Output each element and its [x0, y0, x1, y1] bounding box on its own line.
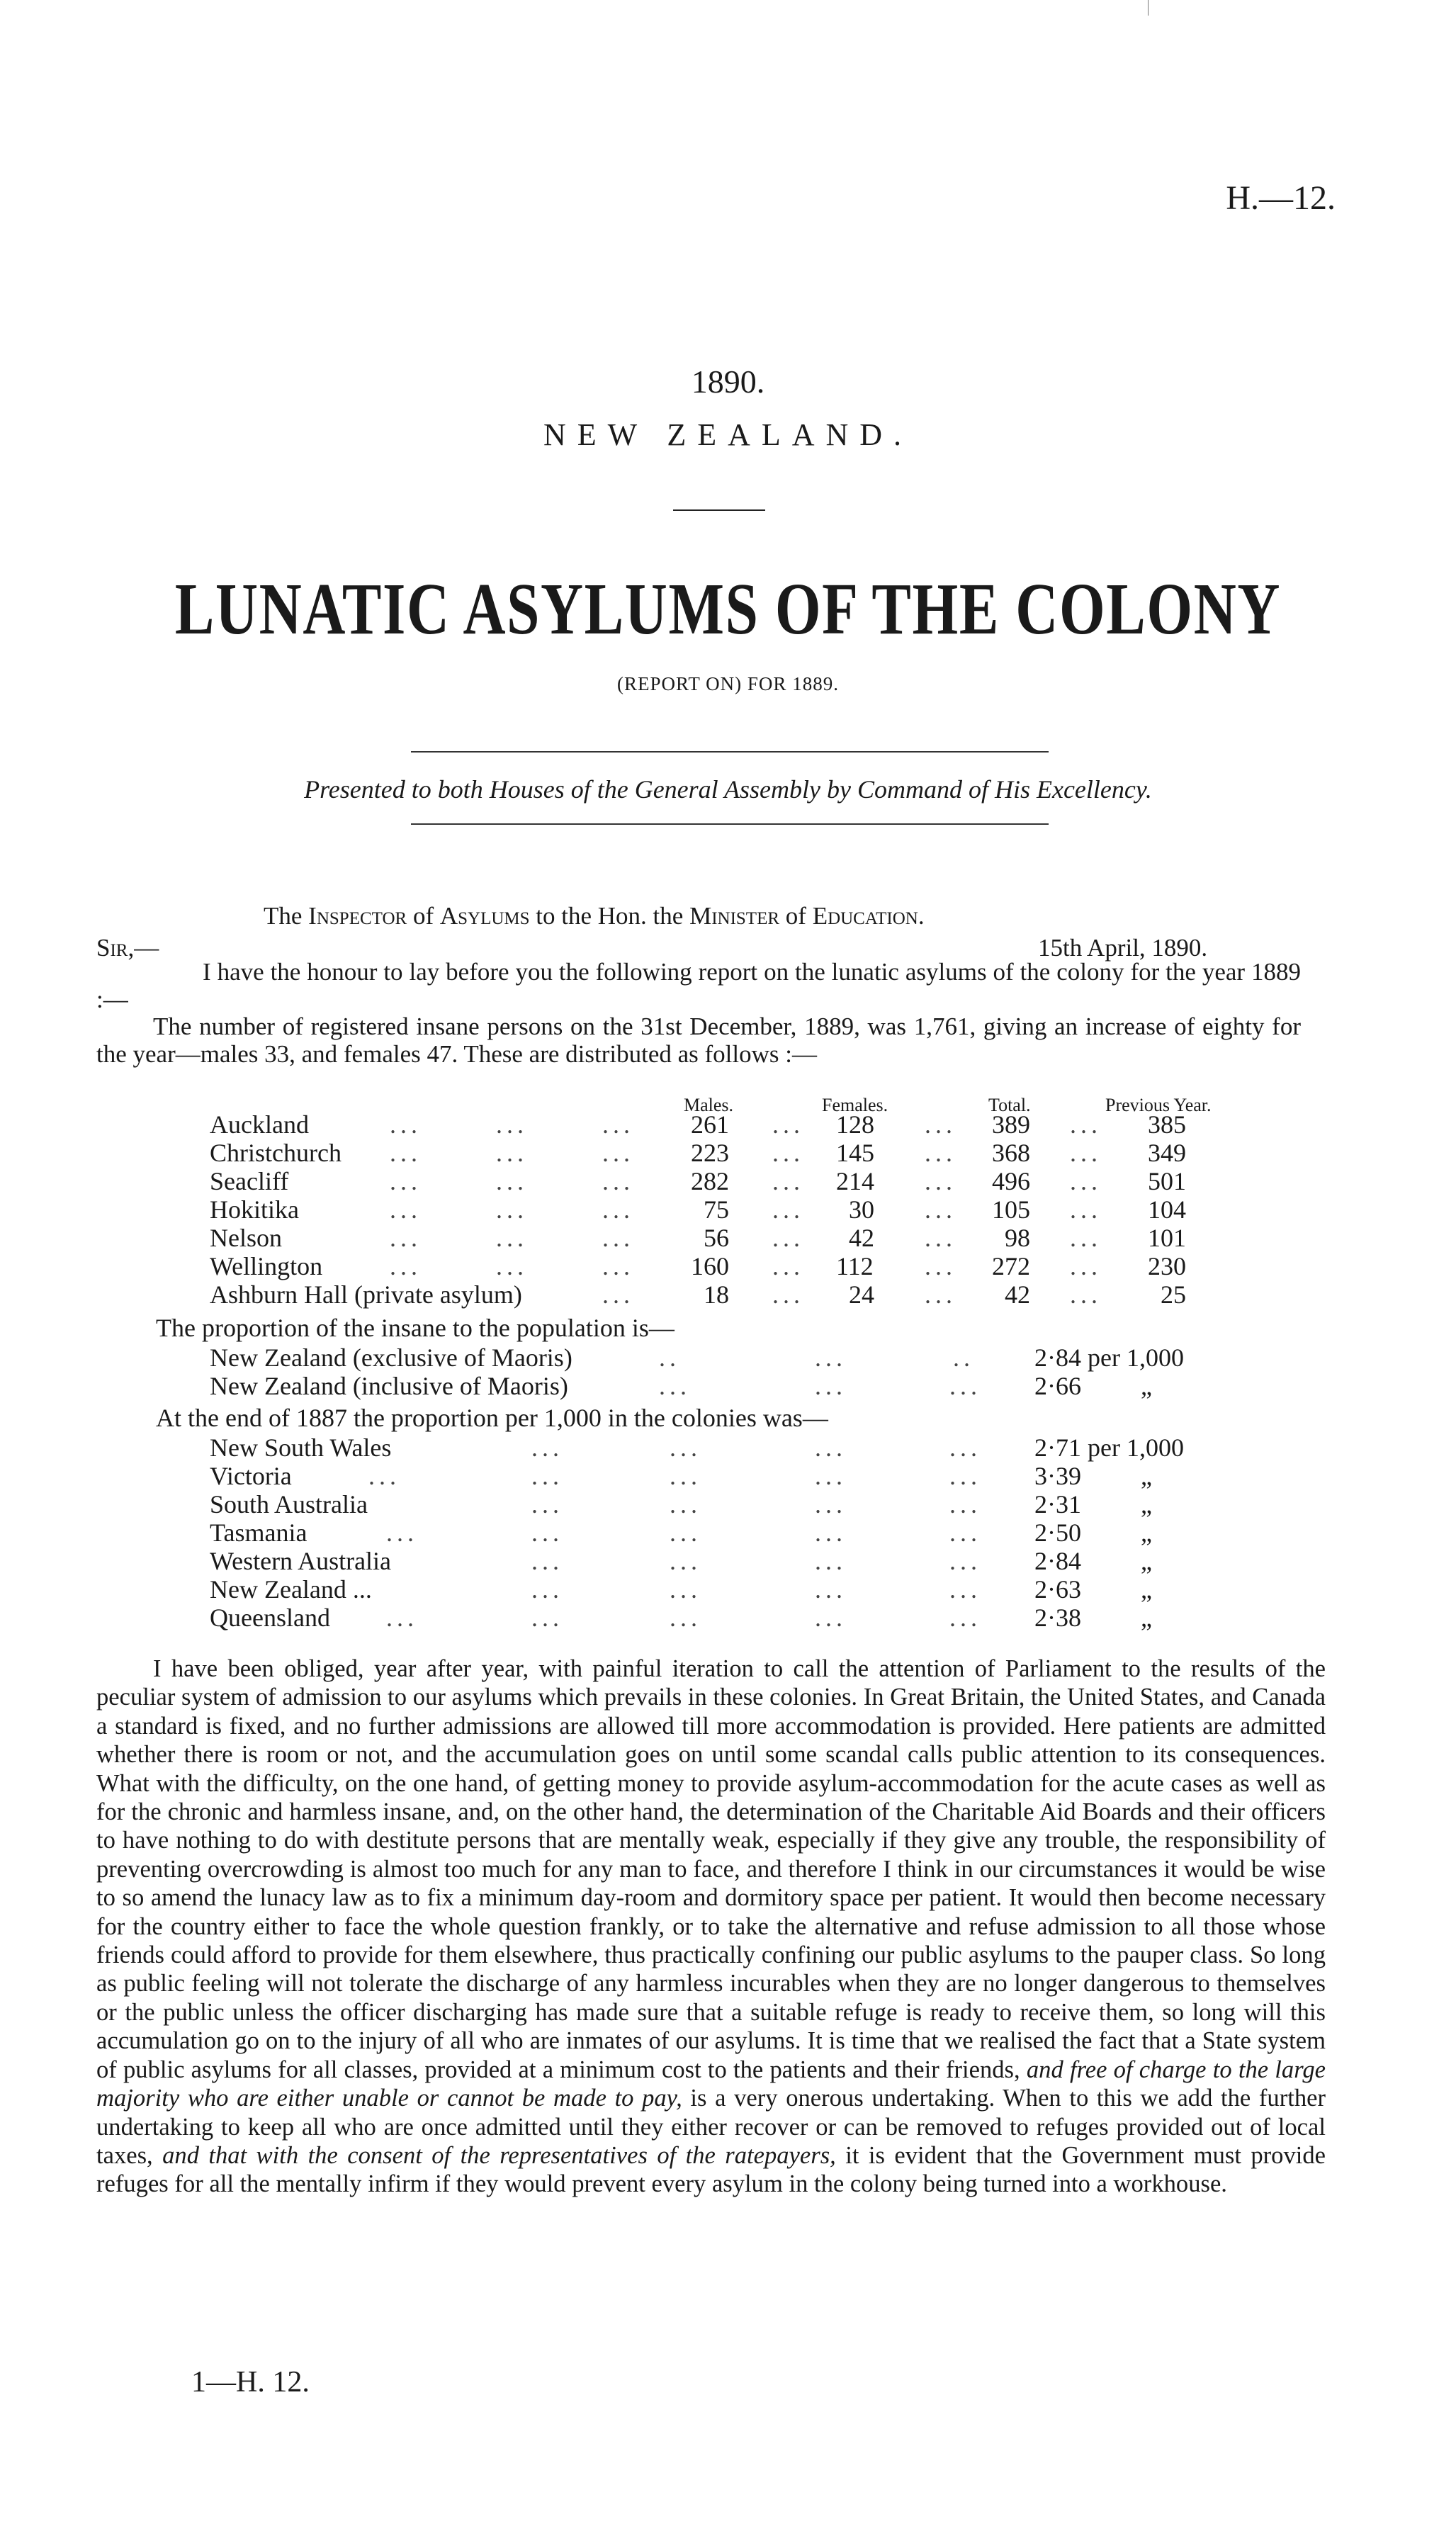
page-subtitle: (REPORT ON) FOR 1889.	[617, 673, 839, 694]
col-header-females: Females.	[822, 1095, 888, 1115]
colony-row: Victoria ... ... ... ... ... 3·39 „	[210, 1462, 1152, 1490]
table-row: Seacliff ... ... ... 282 ... 214 ... 496 ... 501	[210, 1167, 1186, 1195]
presented-line: Presented to both Houses of the General Assembly by Command of His Excellency.	[304, 775, 1152, 804]
body-paragraph: I have been obliged, year after year, with painful iteration to call the attention of Parliament to the results of the peculiar system of admission to our asylums which prevails in these colonies. In Great Britain, the United States, and Canada a standard is fixed, and no further admissions are allowed till more accommodation is provided. Here patients are admitted whether there is room or not, and the accumulation goes on until some scandal calls public attention to its consequences. What with the difficulty, on the one hand, of getting money to provide asylum-accommodation for the acute cases as well as for the chronic and harmless insane, and, on the other hand, the determination of the Charitable Aid Boards and their officers to have nothing to do with destitute persons that are mentally weak, especially if they give any trouble, the responsibility of preventing overcrowding is almost too much for any man to face, and therefore I think in our circumstances it would be wise to so amend the lunacy law as to fix a minimum day-room and dormitory space per patient. It would then become necessary for the country either to face the whole question frankly, or to take the alternative and refuse admission to all those whose friends could afford to provide for them elsewhere, thus practically confining our public asylums to the pauper class. So long as public feeling will not tolerate the discharge of any harmless incurables when they are no longer dangerous to themselves or the public unless the officer discharging has made sure that a suitable refuge is ready to receive them, so long will this accumulation go on to the injury of all who are inmates of our asylums. It is time that we realised the fact that a State system of public asylums for all classes, provided at a minimum cost to the patients and their friends, and free of charge to the large majority who are either unable or cannot be made to pay, is a very onerous undertaking. When to this we add the further undertaking to keep all who are once admitted until they either recover or can be removed to refuges provided out of local taxes, and that with the consent of the representatives of the ratepayers, it is evident that the Government must provide refuges for all the mentally infirm if they would prevent every asylum in the colony being turned into a workhouse.	[96, 1655, 1326, 2198]
letter-heading: The Inspector of Asylums to the Hon. the Minister of Education.	[264, 902, 925, 930]
colonies-intro: At the end of 1887 the proportion per 1,000 in the colonies was—	[156, 1404, 828, 1432]
divider-top	[411, 751, 1049, 753]
table-row: Ashburn Hall (private asylum) ... 18 ... 24 ... 42 ... 25	[210, 1280, 1186, 1309]
colony-row: New Zealand ... ... ... ... ... 2·63 „	[210, 1575, 1152, 1604]
colony-row: South Australia ... ... ... ... 2·31 „	[210, 1490, 1152, 1518]
salutation: Sir,—	[96, 934, 159, 962]
letter-date: 15th April, 1890.	[1038, 934, 1208, 962]
proportion-row: New Zealand (exclusive of Maoris) .. ... .. 2·84 per 1,000	[210, 1343, 1184, 1372]
table-row: Christchurch ... ... ... 223 ... 145 ... 368 ... 349	[210, 1139, 1186, 1167]
colony-row: New South Wales ... ... ... ... 2·71 per 1,000	[210, 1433, 1184, 1462]
scan-mark	[1148, 0, 1149, 16]
col-header-total: Total.	[988, 1095, 1031, 1115]
proportion-intro: The proportion of the insane to the population is—	[156, 1314, 675, 1342]
footer-code: 1—H. 12.	[191, 2366, 310, 2399]
table-row: Hokitika ... ... ... 75 ... 30 ... 105 ... 104	[210, 1195, 1186, 1224]
registered-paragraph: The number of registered insane persons on the 31st December, 1889, was 1,761, giving an increase of eighty for the year—males 33, and females 47. These are distributed as follows :—	[96, 1013, 1301, 1068]
colony-row: Tasmania ... ... ... ... ... 2·50 „	[210, 1518, 1152, 1547]
page-title: LUNATIC ASYLUMS OF THE COLONY	[174, 568, 1282, 650]
country-heading: NEW ZEALAND.	[543, 417, 913, 452]
colony-row: Western Australia ... ... ... ... 2·84 „	[210, 1547, 1152, 1575]
col-header-males: Males.	[684, 1095, 734, 1115]
table-row: Wellington ... ... ... 160 ... 112 ... 272 ... 230	[210, 1252, 1186, 1280]
col-header-previous: Previous Year.	[1105, 1095, 1212, 1115]
page-code: H.—12.	[1226, 179, 1336, 217]
report-year: 1890.	[691, 364, 765, 400]
divider-bottom	[411, 823, 1049, 825]
colony-row: Queensland ... ... ... ... ... 2·38 „	[210, 1604, 1152, 1632]
opening-paragraph: I have the honour to lay before you the following report on the lunatic asylums of the colony for the year 1889 :—	[96, 958, 1301, 1013]
table-row: Nelson ... ... ... 56 ... 42 ... 98 ... 101	[210, 1224, 1186, 1252]
proportion-row: New Zealand (inclusive of Maoris) ... ... ... 2·66 „	[210, 1372, 1152, 1400]
table-row: Auckland ... ... ... 261 ... 128 ... 389 ... 385	[210, 1110, 1186, 1139]
divider	[673, 509, 765, 511]
